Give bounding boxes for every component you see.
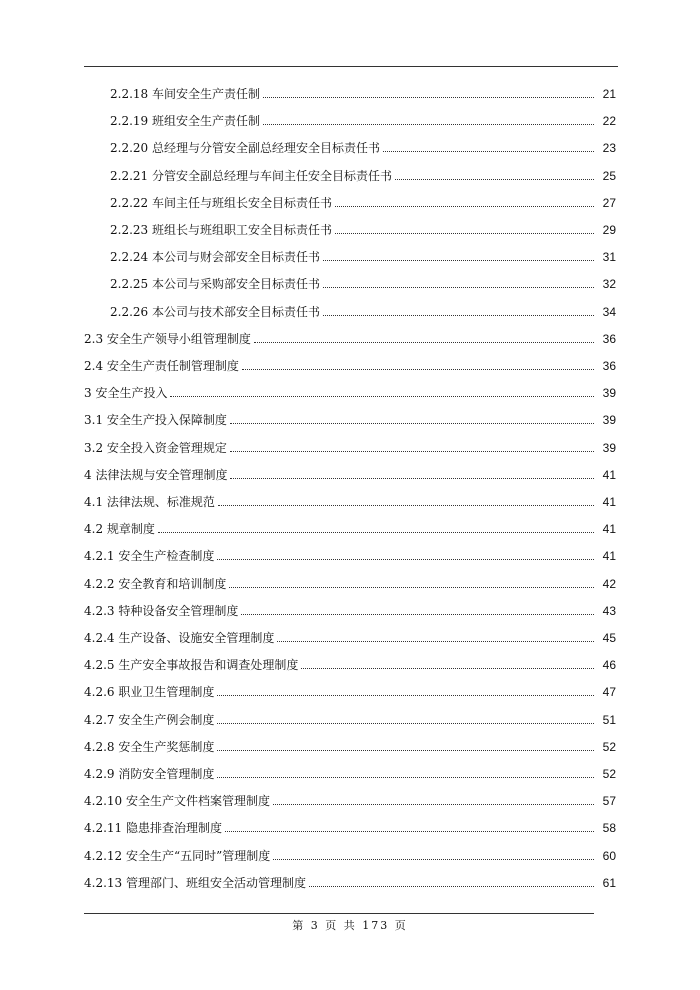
toc-entry-label: 2.2.26 本公司与技术部安全目标责任书 <box>110 304 320 319</box>
toc-entry-label: 4 法律法规与安全管理制度 <box>84 467 228 482</box>
dot-leader <box>263 123 594 125</box>
toc-entry-label: 3.2 安全投入资金管理规定 <box>84 440 227 455</box>
dot-leader <box>277 640 594 642</box>
toc-entry-page-number: 60 <box>602 848 616 863</box>
dot-leader <box>242 368 594 370</box>
toc-entry-label: 4.2.11 隐患排查治理制度 <box>84 821 222 836</box>
toc-entry-page-number: 42 <box>602 576 616 591</box>
toc-entry-page-number: 31 <box>602 250 616 265</box>
toc-entry[interactable] <box>0 815 616 835</box>
toc-entry-page-number: 57 <box>602 794 616 809</box>
toc-entry[interactable] <box>0 843 616 863</box>
toc-entry-page-number: 45 <box>602 631 616 645</box>
toc-entry[interactable] <box>0 707 616 727</box>
toc-entry-page-number: 39 <box>602 413 616 428</box>
dot-leader <box>230 422 594 424</box>
toc-entry-page-number: 58 <box>602 821 616 836</box>
toc-entry-label: 4.2.10 安全生产文件档案管理制度 <box>84 794 270 809</box>
toc-entry[interactable] <box>0 734 616 754</box>
dot-leader <box>217 749 594 751</box>
dot-leader <box>217 722 594 724</box>
toc-entry-page-number: 47 <box>602 685 616 700</box>
toc-entry-label: 4.2.5 生产安全事故报告和调查处理制度 <box>84 658 299 673</box>
toc-entry[interactable] <box>0 598 616 618</box>
page-footer: 第 3 页 共 173 页 <box>292 919 408 932</box>
toc-entry-page-number: 61 <box>602 875 616 890</box>
toc-entry-page-number: 46 <box>602 658 616 673</box>
toc-entry-page-number: 41 <box>602 549 616 564</box>
toc-entry-label: 4.1 法律法规、标准规范 <box>84 495 215 509</box>
toc-entry-label: 2.2.21 分管安全副总经理与车间主任安全目标责任书 <box>110 168 392 183</box>
toc-entry-label: 4.2.13 管理部门、班组安全活动管理制度 <box>84 875 306 890</box>
dot-leader <box>395 178 594 180</box>
dot-leader <box>263 96 594 98</box>
dot-leader <box>230 450 594 452</box>
toc-entry[interactable] <box>0 81 616 101</box>
toc-entry[interactable] <box>0 543 616 563</box>
toc-entry-label: 4.2.12 安全生产“五同时”管理制度 <box>84 848 271 863</box>
dot-leader <box>241 613 594 615</box>
dot-leader <box>158 531 594 533</box>
toc-entry-page-number: 52 <box>602 739 616 754</box>
toc-entry[interactable] <box>0 135 616 155</box>
toc-entry[interactable] <box>0 571 616 591</box>
dot-leader <box>217 694 594 696</box>
toc-entry-page-number: 39 <box>602 386 616 401</box>
dot-leader <box>383 150 594 152</box>
toc-entry-page-number: 25 <box>602 168 616 183</box>
dot-leader <box>335 232 594 234</box>
toc-entry[interactable] <box>0 462 616 482</box>
toc-entry-label: 4.2.9 消防安全管理制度 <box>84 767 215 781</box>
toc-entry-page-number: 23 <box>602 141 616 156</box>
toc-entry[interactable] <box>0 299 616 319</box>
toc-entry-page-number: 36 <box>602 359 616 373</box>
toc-entry[interactable] <box>0 788 616 808</box>
toc-entry[interactable] <box>0 380 616 400</box>
dot-leader <box>273 858 594 860</box>
toc-entry-label: 2.2.20 总经理与分管安全副总经理安全目标责任书 <box>110 141 380 156</box>
toc-entry-page-number: 36 <box>602 331 616 346</box>
toc-entry-label: 4.2.6 职业卫生管理制度 <box>84 685 215 700</box>
toc-entry-page-number: 51 <box>602 712 616 727</box>
toc-entry-label: 2.2.23 班组长与班组职工安全目标责任书 <box>110 223 332 237</box>
toc-entry[interactable] <box>0 407 616 427</box>
dot-leader <box>273 803 594 805</box>
toc-entry[interactable] <box>0 326 616 346</box>
toc-entry[interactable] <box>0 652 616 672</box>
toc-entry[interactable] <box>0 435 616 455</box>
toc-entry-label: 4.2.8 安全生产奖惩制度 <box>84 739 215 754</box>
toc-entry-label: 2.3 安全生产领导小组管理制度 <box>84 331 251 346</box>
dot-leader <box>225 830 594 832</box>
dot-leader <box>309 885 594 887</box>
dot-leader <box>335 205 594 207</box>
dot-leader <box>301 667 594 669</box>
dot-leader <box>323 259 594 261</box>
toc-entry-page-number: 32 <box>602 277 616 292</box>
toc-entry-label: 4.2.3 特种设备安全管理制度 <box>84 603 239 618</box>
toc-entry-label: 2.2.22 车间主任与班组长安全目标责任书 <box>110 195 332 210</box>
toc-entry-page-number: 43 <box>602 603 616 618</box>
toc-entry-label: 2.4 安全生产责任制管理制度 <box>84 359 239 373</box>
dot-leader <box>229 586 594 588</box>
toc-entry-page-number: 34 <box>602 304 616 319</box>
toc-entry-page-number: 22 <box>602 114 616 129</box>
toc-entry-page-number: 52 <box>602 767 616 781</box>
toc-entry-page-number: 41 <box>602 467 616 482</box>
toc-entry-page-number: 41 <box>602 495 616 509</box>
toc-entry-label: 4.2.4 生产设备、设施安全管理制度 <box>84 631 275 645</box>
toc-entry[interactable] <box>0 163 616 183</box>
dot-leader <box>218 504 594 506</box>
dot-leader <box>170 395 594 397</box>
toc-entry[interactable] <box>0 489 616 509</box>
toc-entry-page-number: 39 <box>602 440 616 455</box>
toc-entry-label: 3.1 安全生产投入保障制度 <box>84 413 227 428</box>
toc-entry-page-number: 41 <box>602 522 616 537</box>
toc-entry[interactable] <box>0 108 616 128</box>
toc-entry-label: 4.2 规章制度 <box>84 522 155 537</box>
footer-rule <box>84 913 594 914</box>
toc-entry-page-number: 29 <box>602 223 616 237</box>
toc-entry-label: 2.2.19 班组安全生产责任制 <box>110 114 260 129</box>
toc-entry-label: 4.2.1 安全生产检查制度 <box>84 549 215 564</box>
toc-entry-label: 2.2.24 本公司与财会部安全目标责任书 <box>110 250 320 265</box>
toc-entry[interactable] <box>0 679 616 699</box>
toc-entry[interactable] <box>0 870 616 890</box>
dot-leader <box>217 558 594 560</box>
toc-entry-label: 3 安全生产投入 <box>84 386 168 401</box>
toc-entry[interactable] <box>0 190 616 210</box>
dot-leader <box>323 286 594 288</box>
dot-leader <box>230 477 594 479</box>
toc-entry-label: 2.2.25 本公司与采购部安全目标责任书 <box>110 277 320 292</box>
toc-entry[interactable] <box>0 271 616 291</box>
toc-entry[interactable] <box>0 244 616 264</box>
dot-leader <box>323 314 594 316</box>
header-rule <box>84 66 618 67</box>
toc-entry[interactable] <box>0 217 616 237</box>
toc-entry-label: 4.2.7 安全生产例会制度 <box>84 712 215 727</box>
toc-entry[interactable] <box>0 516 616 536</box>
dot-leader <box>217 776 594 778</box>
toc-entry-page-number: 27 <box>602 195 616 210</box>
toc-entry-label: 2.2.18 车间安全生产责任制 <box>110 87 260 101</box>
toc-entry[interactable] <box>0 761 616 781</box>
toc-entry[interactable] <box>0 353 616 373</box>
toc-entry-page-number: 21 <box>602 87 616 101</box>
toc-entry-label: 4.2.2 安全教育和培训制度 <box>84 576 227 591</box>
dot-leader <box>254 341 594 343</box>
toc-entry[interactable] <box>0 625 616 645</box>
